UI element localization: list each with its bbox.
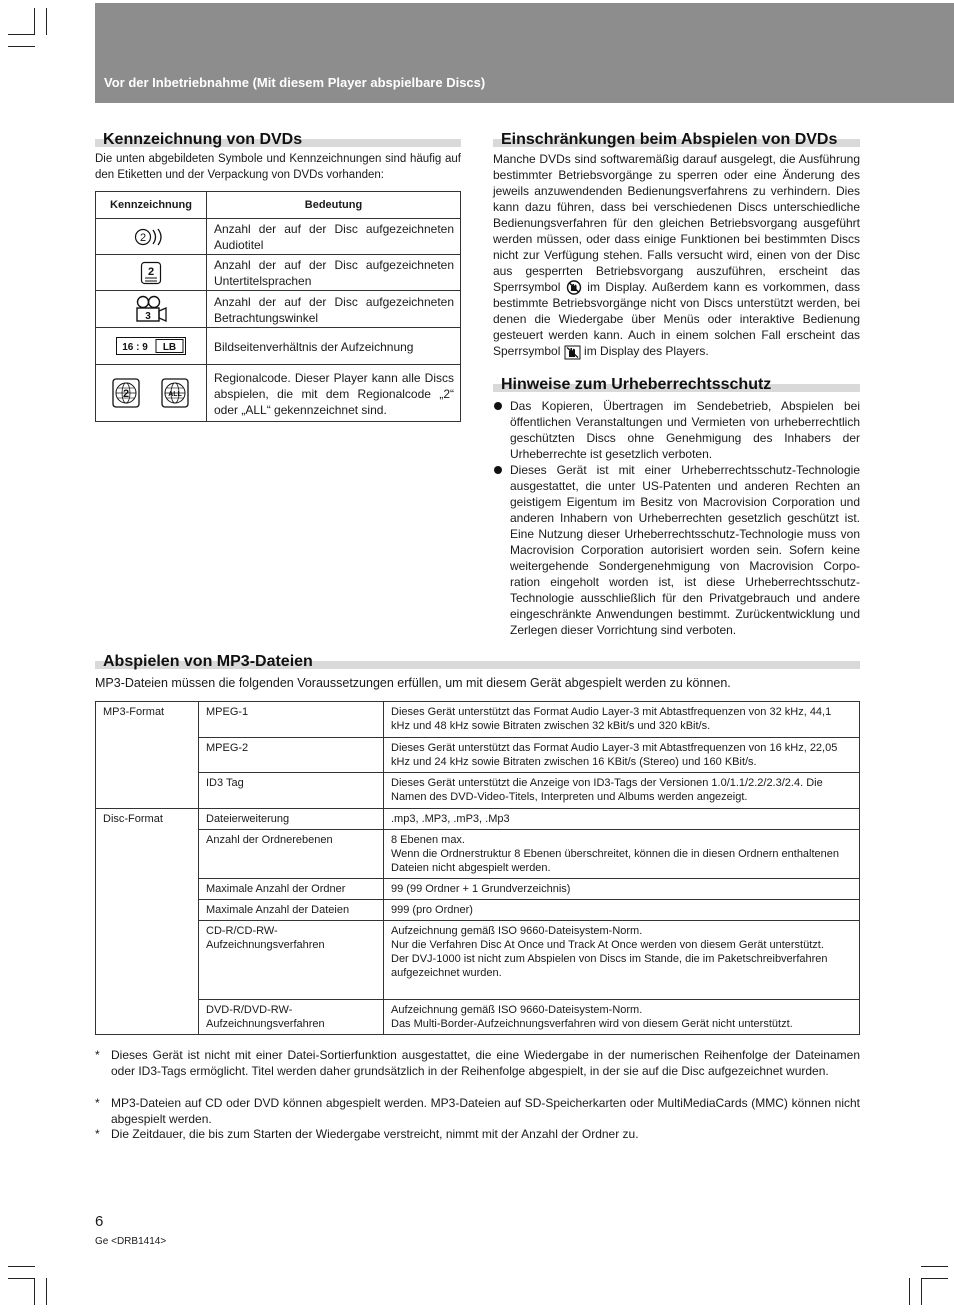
table-cell-key: MPEG-2 — [199, 738, 384, 773]
table-cell-value: Dieses Gerät unterstützt das Format Audio Layer-3 mit Abtastfrequenzen von 16 kHz, 22,05 kHz und 24 kHz sowie Bitraten zwischen 16 KBit/s (Stereo) und 160 KBit/s. — [384, 738, 860, 773]
table-cell-key: DVD-R/DVD-RW- Aufzeichnungsverfahren — [199, 1000, 384, 1035]
crop-mark — [8, 1266, 35, 1267]
footnote — [95, 1126, 860, 1142]
table-cell-key: Anzahl der Ordnerebenen — [199, 830, 384, 879]
svg-text:LB: LB — [162, 342, 177, 353]
crop-mark — [34, 8, 35, 35]
section-heading-copyright — [493, 376, 860, 392]
list-item — [493, 462, 860, 638]
table-cell-meaning: Anzahl der auf der Disc aufgezeichneten Audiotitel — [207, 219, 461, 255]
mp3-intro: MP3-Dateien müssen die folgenden Voraussetzungen erfüllen, um mit diesem Gerät abgespielt werden zu können. — [95, 676, 731, 690]
table-cell-key: Maximale Anzahl der Dateien — [199, 900, 384, 921]
table-cell-value: Aufzeichnung gemäß ISO 9660-Dateisystem-Norm. Das Multi-Border-Aufzeichnungsverfahren wird von diesem Gerät nicht unterstützt. — [384, 1000, 860, 1035]
audio-tracks-icon — [96, 219, 207, 255]
restrictions-text-part: Manche DVDs sind softwaremäßig darauf ausgelegt, die Ausführung bestimmter Betriebsvorgänge zu sperren oder eine Änderung des jeweils anzuwendenden Bedienungsverfahrens zu verhindern. Dies kann dazu führen, dass bei verschiedenen Discs unterschiedliche Bedienungsverfahren für den gleichen Betriebsvorgang ausgeführt werden müssen, oder dass einige Funktionen bei bestimmten Discs nicht zur Verfügung stehen. Falls versucht wird, einen von der Disc aus gesperrten Betriebsvorgang auszuführen, erscheint das Sperrsymbol — [493, 152, 860, 294]
table-cell-key: Maximale Anzahl der Ordner — [199, 879, 384, 900]
table-cell-value: Dieses Gerät unterstützt die Anzeige von ID3-Tags der Versionen 1.0/1.1/2.2/2.3/2.4. Die Namen des DVD-Video-Titels, Interpreten und Albums werden angezeigt. — [384, 773, 860, 809]
crop-mark — [34, 1278, 35, 1305]
bullet-icon — [494, 402, 502, 410]
svg-text:16 : 9: 16 : 9 — [122, 342, 148, 353]
page-number: 6 — [95, 1213, 104, 1230]
crop-mark — [46, 8, 47, 35]
footnote — [95, 1047, 860, 1079]
restrictions-text-part: im Display. Außerdem kann es vorkommen, dass bestimmte Betriebsvorgänge nicht von Discs unterstützt werden, bei denen die Wiedergabe über Menüs oder interaktive Bedienung gesteuert werden kann. Auch in einem solchen Fall erscheint das Sperrsymbol — [493, 280, 860, 359]
table-header-symbol: Kennzeichnung — [96, 192, 207, 219]
footnote — [95, 1095, 860, 1127]
restrictions-text — [493, 151, 860, 360]
table-cell-value: 99 (99 Ordner + 1 Grundverzeichnis) — [384, 879, 860, 900]
table-cell-value: 999 (pro Ordner) — [384, 900, 860, 921]
crop-mark — [921, 1278, 922, 1305]
footnote-text: Die Zeitdauer, die bis zum Starten der Wiedergabe verstreicht, nimmt mit der Anzahl der Ordner zu. — [111, 1127, 639, 1141]
footnote-marker: * — [95, 1127, 100, 1141]
table-cell-value: Aufzeichnung gemäß ISO 9660-Dateisystem-Norm. Nur die Verfahren Disc At Once und Track At Once werden von diesem Gerät unterstützt. Der DVJ-1000 ist nicht zum Abspielen von Discs im Stande, die im Paketschreibverfahren aufgezeichnet wurden. — [384, 921, 860, 1000]
subtitle-icon — [96, 255, 207, 291]
camera-angle-icon — [96, 291, 207, 328]
svg-text:ALL: ALL — [168, 391, 182, 398]
dvd-marks-table — [95, 191, 461, 422]
heading-text: Abspielen von MP3-Dateien — [103, 653, 313, 670]
bullet-text: Das Kopieren, Übertragen im Sendebetrieb, Abspielen bei öffentlichen Veranstaltungen und Vermieten von urheberrechtlich geschützten Discs ohne Genehmigung des Inhabers der Urheberrechte ist gesetzlich verboten. — [510, 399, 860, 461]
table-cell-key: CD-R/CD-RW- Aufzeichnungsverfahren — [199, 921, 384, 1000]
crop-mark — [8, 34, 35, 35]
heading-text: Einschränkungen beim Abspielen von DVDs — [501, 131, 838, 148]
table-header-meaning: Bedeutung — [207, 192, 461, 219]
heading-text: Hinweise zum Urheberrechtsschutz — [501, 376, 772, 393]
svg-text:3: 3 — [145, 311, 151, 322]
svg-text:2: 2 — [139, 231, 147, 244]
table-cell-value: .mp3, .MP3, .mP3, .Mp3 — [384, 809, 860, 830]
bullet-icon — [494, 466, 502, 474]
section-heading-mp3 — [95, 653, 860, 669]
footnote-text: MP3-Dateien auf CD oder DVD können abgespielt werden. MP3-Dateien auf SD-Speicherkarten oder MultiMediaCards (MMC) können nicht abgespielt werden. — [111, 1096, 860, 1126]
table-cell-value: 8 Ebenen max. Wenn die Ordnerstruktur 8 Ebenen überschreitet, können die in diesen Ordnern enthaltenen Dateien nicht abgespielt werden. — [384, 830, 860, 879]
table-cell-group: Disc-Format — [96, 809, 199, 1035]
list-item — [493, 398, 860, 462]
table-cell-key: ID3 Tag — [199, 773, 384, 809]
heading-text: Kennzeichnung von DVDs — [103, 131, 303, 148]
footnote-marker: * — [95, 1096, 100, 1110]
crop-mark — [8, 46, 35, 47]
table-cell-meaning: Anzahl der auf der Disc aufgezeichneten Untertitelsprachen — [207, 255, 461, 291]
crop-mark — [8, 1278, 35, 1279]
mp3-requirements-table — [95, 701, 860, 1035]
header-title: Vor der Inbetriebnahme (Mit diesem Player abspielbare Discs) — [104, 75, 486, 90]
table-cell-group: MP3-Format — [96, 702, 199, 809]
table-cell-meaning: Regionalcode. Dieser Player kann alle Discs abspielen, die mit dem Regionalcode „2“ oder „ALL“ gekennzeichnet sind. — [207, 365, 461, 422]
crop-mark — [909, 1278, 910, 1305]
prohibited-hand-icon — [564, 345, 581, 360]
prohibited-hand-icon — [566, 280, 582, 295]
svg-text:2: 2 — [147, 265, 155, 278]
crop-mark — [921, 1266, 948, 1267]
region-code-icon — [96, 365, 207, 422]
crop-mark — [46, 1278, 47, 1305]
svg-text:2: 2 — [122, 388, 130, 400]
restrictions-text-part: im Display des Players. — [584, 344, 709, 359]
table-cell-key: MPEG-1 — [199, 702, 384, 738]
table-cell-meaning: Bildseitenverhältnis der Aufzeichnung — [207, 328, 461, 365]
section-heading-restrictions — [493, 131, 860, 147]
table-cell-value: Dieses Gerät unterstützt das Format Audio Layer-3 mit Abtastfrequenzen von 32 kHz, 44,1 kHz und 48 kHz sowie Bitraten zwischen 32 kBit/s und 320 kBit/s. — [384, 702, 860, 738]
table-cell-meaning: Anzahl der auf der Disc aufgezeichneten Betrachtungswinkel — [207, 291, 461, 328]
footnote-text: Dieses Gerät ist nicht mit einer Datei-Sortierfunktion ausgestattet, die eine Wiedergabe in der numerischen Reihenfolge der Dateinamen oder ID3-Tags ermöglicht. Titel werden daher grundsätzlich in der Reihenfolge abgespielt, in der sie auf die Disc aufgezeichnet wurden. — [111, 1048, 860, 1078]
document-code: Ge <DRB1414> — [95, 1236, 167, 1247]
crop-mark — [921, 1278, 948, 1279]
aspect-ratio-icon — [96, 328, 207, 365]
dvd-marks-intro: Die unten abgebildeten Symbole und Kennzeichnungen sind häufig auf den Etiketten und der Verpackung von DVDs vorhanden: — [95, 153, 461, 181]
bullet-text: Dieses Gerät ist mit einer Urheberrechtsschutz-Technologie ausgestattet, die unter US-Patenten und anderen Rechten an geistigem Eigentum im Besitz von Macrovision Corporation und anderen Inhabern von Urheberrechten gesetzlich geschützt ist. Eine Nutzung dieser Urheberrechtsschutz-Technologie muss von Macrovision Corporation autorisiert worden sein. Sofern keine weitergehende Sondergenehmigung von Macrovision Corpo-ration eingeholt worden ist, ist diese Urheberrechtsschutz-Technologie ausschließlich für den Privatgebrauch und andere eingeschränkte Anwendungen bestimmt. Zurückentwicklung und Zerlegen dieser Vorrichtung sind verboten. — [510, 463, 860, 637]
section-heading-dvd-marks — [95, 131, 461, 147]
footnote-marker: * — [95, 1048, 100, 1062]
table-cell-key: Dateierweiterung — [199, 809, 384, 830]
